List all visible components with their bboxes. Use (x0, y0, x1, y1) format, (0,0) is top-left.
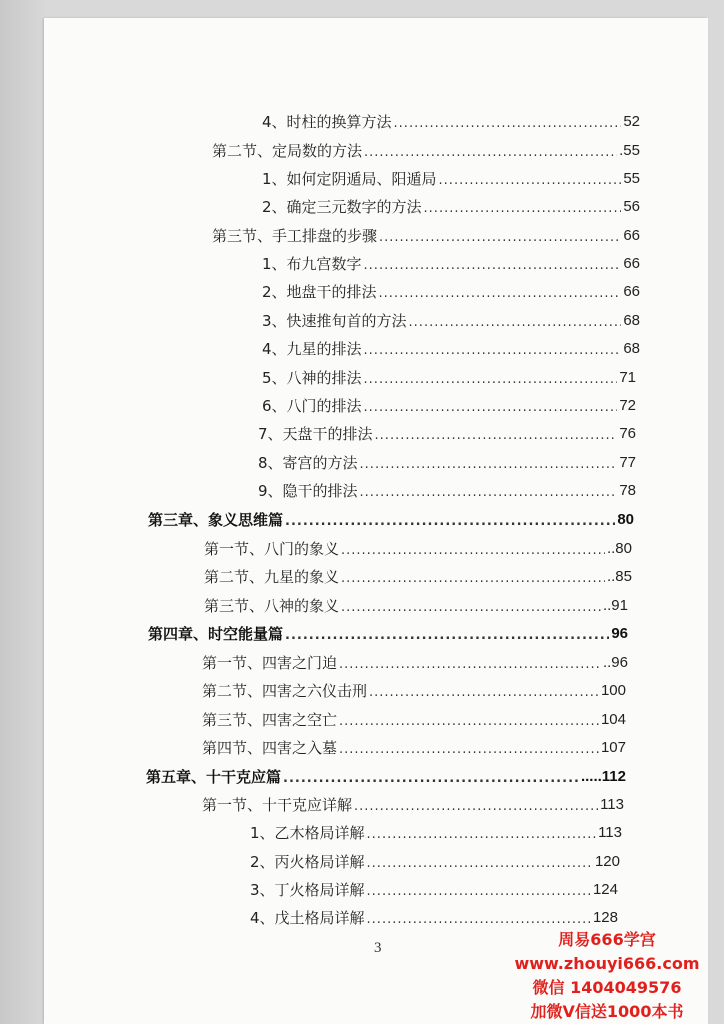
toc-entry-title: 第三节、八神的象义 (204, 597, 340, 615)
toc-entry-page: ..91 (602, 597, 628, 614)
toc-entry (262, 248, 640, 274)
dot-leader (283, 771, 579, 787)
toc-entry-page: .55 (619, 142, 640, 159)
toc-entry (204, 590, 628, 616)
toc-entry-title: 第五章、十干克应篇 (146, 768, 282, 786)
watermark-line-1: 周易666学宫 (558, 930, 656, 949)
toc-entry-page: 66 (623, 255, 640, 272)
toc-entry-title: 9、隐干的排法 (258, 482, 358, 500)
toc-entry-title: 3、快速推旬首的方法 (262, 312, 407, 330)
toc-entry-title: 1、乙木格局详解 (250, 824, 365, 842)
toc-entry-title: 1、如何定阴遁局、阳遁局 (262, 170, 437, 188)
toc-entry-page: 120 (594, 853, 620, 870)
toc-entry-title: 8、寄宫的方法 (258, 454, 358, 472)
toc-entry-page: 113 (598, 824, 622, 841)
watermark-line-2: www.zhouyi666.com (514, 954, 700, 973)
toc-entry-title: 第四章、时空能量篇 (148, 625, 284, 643)
dot-leader (424, 201, 622, 217)
dot-leader (364, 258, 622, 274)
watermark-line-4: 加微V信送1000本书 (530, 1002, 684, 1021)
toc-entry-page: 100 (600, 682, 626, 699)
dot-leader (409, 315, 622, 331)
toc-entry (258, 418, 636, 444)
dot-leader (339, 657, 601, 673)
toc-entry-title: 2、确定三元数字的方法 (262, 198, 422, 216)
dot-leader (364, 372, 618, 388)
toc-entry-title: 第一节、十干克应详解 (202, 796, 353, 814)
toc-entry (262, 333, 640, 359)
dot-leader (367, 827, 597, 843)
toc-entry-page: ..80 (606, 540, 632, 557)
dot-leader (360, 457, 618, 473)
toc-entry-page: .....112 (580, 768, 626, 785)
toc-entry (202, 704, 626, 730)
toc-entry-title: 第一节、八门的象义 (204, 540, 340, 558)
toc-entry-page: 68 (623, 312, 640, 329)
toc-entry-title: 第一节、四害之门迫 (202, 654, 338, 672)
toc-entry-page: 124 (592, 881, 618, 898)
toc-entry (202, 732, 626, 758)
toc-entry-page: 66 (623, 283, 640, 300)
toc-entry (262, 305, 640, 331)
toc-entry-page: 104 (600, 711, 626, 728)
dot-leader (379, 286, 622, 302)
toc-entry (262, 390, 636, 416)
toc-entry (146, 761, 626, 787)
toc-entry-title: 第三节、手工排盘的步骤 (212, 227, 378, 245)
toc-entry-page: 68 (623, 340, 640, 357)
toc-entry-title: 2、丙火格局详解 (250, 853, 365, 871)
dot-leader (439, 173, 622, 189)
dot-leader (341, 571, 605, 587)
dot-leader (364, 145, 617, 161)
toc-entry-page: 78 (619, 482, 636, 499)
page-number: 3 (374, 940, 382, 956)
dot-leader (285, 628, 609, 644)
toc-entry-title: 第二节、定局数的方法 (212, 142, 363, 160)
toc-entry (204, 533, 632, 559)
toc-entry (212, 220, 640, 246)
dot-leader (369, 685, 599, 701)
toc-entry-title: 3、丁火格局详解 (250, 881, 365, 899)
toc-entry (258, 447, 636, 473)
toc-entry-title: 7、天盘干的排法 (258, 425, 373, 443)
toc-entry (250, 846, 620, 872)
toc-entry (148, 504, 634, 530)
dot-leader (379, 230, 621, 246)
toc-entry-page: 56 (623, 198, 640, 215)
toc-entry (202, 675, 626, 701)
toc-entry-page: 96 (611, 625, 628, 642)
toc-entry (258, 475, 636, 501)
dot-leader (394, 116, 622, 132)
toc-entry (250, 902, 618, 928)
dot-leader (341, 600, 601, 616)
dot-leader (364, 343, 622, 359)
toc-entry-title: 4、时柱的换算方法 (262, 113, 392, 131)
dot-leader (285, 514, 615, 530)
toc-entry-page: 55 (623, 170, 640, 187)
toc-entry (202, 647, 628, 673)
toc-entry-title: 第二节、九星的象义 (204, 568, 340, 586)
toc-entry-title: 第三节、四害之空亡 (202, 711, 338, 729)
toc-entry-page: 71 (619, 369, 636, 386)
dot-leader (354, 799, 598, 815)
toc-entry-page: 66 (623, 227, 640, 244)
toc-entry-page: 128 (592, 909, 618, 926)
toc-entry-page: ..96 (602, 654, 628, 671)
toc-entry (204, 561, 632, 587)
watermark (502, 928, 712, 1024)
toc-entry (262, 191, 640, 217)
toc-entry-title: 第三章、象义思维篇 (148, 511, 284, 529)
dot-leader (364, 400, 618, 416)
toc-entry-page: 52 (623, 113, 640, 130)
toc-entry (250, 874, 618, 900)
toc-entry (202, 789, 624, 815)
toc-entry-page: 76 (619, 425, 636, 442)
toc-entry-page: 107 (600, 739, 626, 756)
page-edge-shadow (0, 0, 46, 1024)
toc-entry-title: 第四节、四害之入墓 (202, 739, 338, 757)
toc-entry (262, 276, 640, 302)
toc-entry-page: 72 (619, 397, 636, 414)
toc-entry (262, 106, 640, 132)
dot-leader (375, 428, 618, 444)
toc-entry-title: 4、九星的排法 (262, 340, 362, 358)
toc-entry-title: 6、八门的排法 (262, 397, 362, 415)
dot-leader (339, 714, 599, 730)
toc-entry-page: ..85 (606, 568, 632, 585)
dot-leader (367, 856, 593, 872)
toc-entry-title: 4、戊土格局详解 (250, 909, 365, 927)
toc-entry-title: 5、八神的排法 (262, 369, 362, 387)
toc-entry-page: 77 (619, 454, 636, 471)
toc-entry-page: 80 (617, 511, 634, 528)
watermark-line-3: 微信 1404049576 (532, 978, 682, 997)
toc-entry (148, 618, 628, 644)
toc-entry (262, 362, 636, 388)
dot-leader (367, 884, 591, 900)
dot-leader (367, 912, 591, 928)
toc-entry (250, 817, 622, 843)
dot-leader (339, 742, 599, 758)
toc-entry-title: 第二节、四害之六仪击刑 (202, 682, 368, 700)
toc-entry (212, 135, 640, 161)
dot-leader (360, 485, 618, 501)
toc-entry-page: 113 (600, 796, 624, 813)
dot-leader (341, 543, 605, 559)
toc-entry-title: 2、地盘干的排法 (262, 283, 377, 301)
toc-entry (262, 163, 640, 189)
toc-entry-title: 1、布九宫数字 (262, 255, 362, 273)
